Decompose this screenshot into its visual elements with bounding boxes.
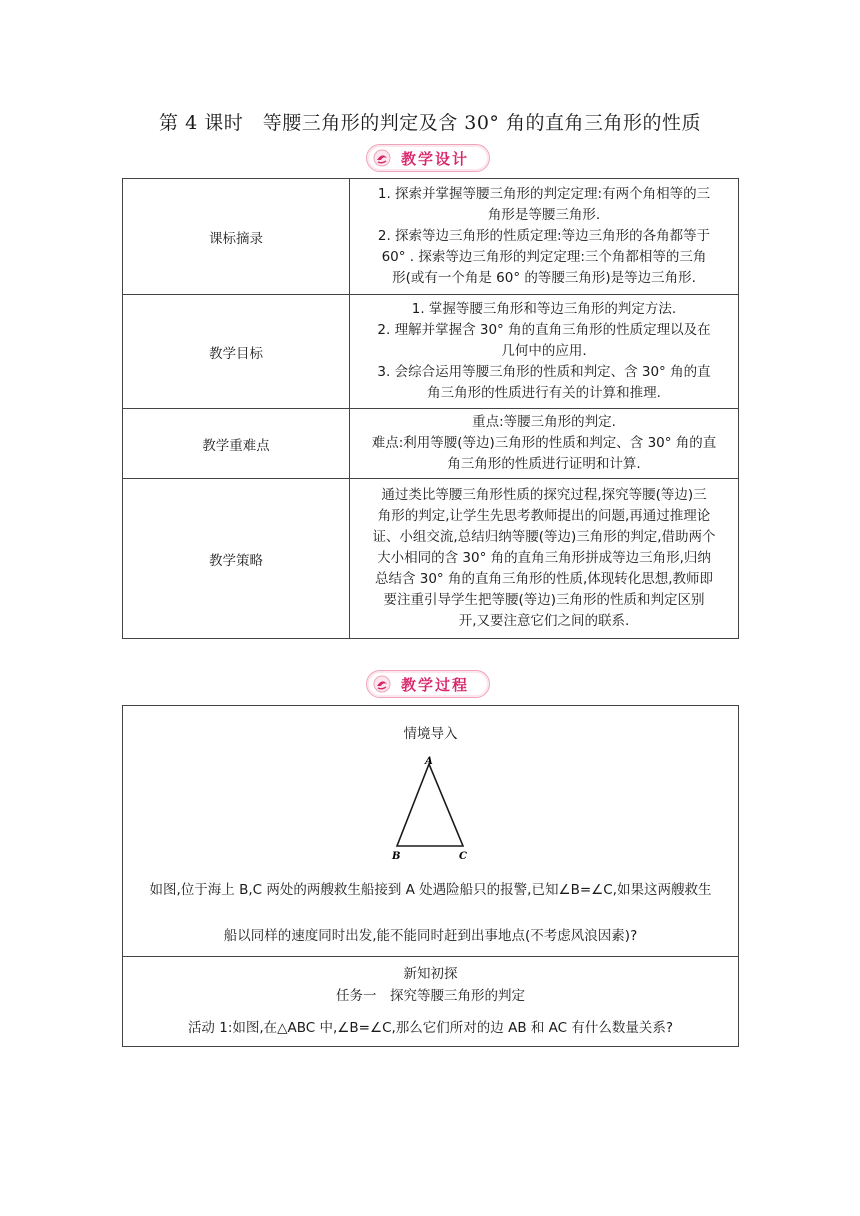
- row-content: [350, 409, 739, 479]
- text-line: 总结含 30° 角的直角三角形的性质,体现转化思想,教师即: [374, 571, 714, 587]
- table-row: [123, 409, 739, 479]
- text-line: 1. 掌握等腰三角形和等边三角形的判定方法.: [411, 301, 677, 317]
- badge-label: 教学设计: [400, 149, 469, 168]
- vertex-label-c: C: [459, 851, 467, 862]
- text-line: 形(或有一个角是 60° 的等腰三角形)是等边三角形.: [392, 270, 696, 286]
- section-heading: 新知初探: [403, 966, 458, 982]
- text-line: 1. 探索并掌握等腰三角形的判定定理:有两个角相等的三: [377, 186, 711, 202]
- table-row: [123, 295, 739, 409]
- lesson-info-table: [122, 178, 739, 639]
- swirl-icon: [373, 149, 391, 167]
- row-header: 课标摘录: [123, 179, 350, 295]
- teaching-process-badge: [366, 670, 490, 698]
- intro-text-line: 如图,位于海上 B,C 两处的两艘救生船接到 A 处遇险船只的报警,已知∠B=∠C,如果这两艘救生: [149, 882, 712, 898]
- text-line: 60° . 探索等边三角形的判定定理:三个角都相等的三角: [381, 249, 707, 265]
- text-line: 要注重引导学生把等腰(等边)三角形的性质和判定区别: [383, 592, 705, 608]
- text-line: 2. 理解并掌握含 30° 角的直角三角形的性质定理以及在: [377, 322, 711, 338]
- row-content: [350, 295, 739, 409]
- text-line: 开,又要注意它们之间的联系.: [458, 613, 630, 629]
- table-row: [123, 179, 739, 295]
- row-content: [350, 479, 739, 639]
- row-header: 教学重难点: [123, 409, 350, 479]
- text-line: 2. 探索等边三角形的性质定理:等边三角形的各角都等于: [377, 228, 711, 244]
- page-title: 第 4 课时 等腰三角形的判定及含 30° 角的直角三角形的性质: [159, 112, 701, 134]
- section-heading: 情境导入: [403, 726, 458, 742]
- task-heading: 任务一 探究等腰三角形的判定: [336, 988, 525, 1004]
- vertex-label-b: B: [392, 851, 401, 862]
- text-line: 大小相同的含 30° 角的直角三角形拼成等边三角形,归纳: [377, 550, 711, 566]
- vertex-label-a: A: [425, 756, 433, 767]
- text-line: 通过类比等腰三角形性质的探究过程,探究等腰(等边)三: [381, 487, 707, 503]
- text-line: 3. 会综合运用等腰三角形的性质和判定、含 30° 角的直: [377, 364, 711, 380]
- teaching-process-box: [122, 705, 739, 1047]
- text-line: 角三角形的性质进行有关的计算和推理.: [427, 385, 661, 401]
- row-content: [350, 179, 739, 295]
- text-line: 几何中的应用.: [501, 343, 587, 359]
- text-line: 角形的判定,让学生先思考教师提出的问题,再通过推理论: [377, 508, 711, 524]
- text-line: 重点:等腰三角形的判定.: [472, 414, 616, 430]
- table-row: [123, 479, 739, 639]
- row-header: 教学策略: [123, 479, 350, 639]
- triangle-figure: [387, 756, 477, 866]
- row-header: 教学目标: [123, 295, 350, 409]
- swirl-icon: [373, 675, 391, 693]
- teaching-design-badge: [366, 144, 490, 172]
- activity-text: 活动 1:如图,在△ABC 中,∠B=∠C,那么它们所对的边 AB 和 AC 有什么数量关系?: [187, 1020, 674, 1036]
- text-line: 角三角形的性质进行证明和计算.: [447, 456, 641, 472]
- text-line: 难点:利用等腰(等边)三角形的性质和判定、含 30° 角的直: [371, 435, 717, 451]
- intro-text-line: 船以同样的速度同时出发,能不能同时赶到出事地点(不考虑风浪因素)?: [223, 928, 638, 944]
- intro-section: [123, 706, 738, 957]
- badge-label: 教学过程: [400, 675, 469, 694]
- text-line: 角形是等腰三角形.: [487, 207, 601, 223]
- text-line: 证、小组交流,总结归纳等腰(等边)三角形的判定,借助两个: [372, 529, 716, 545]
